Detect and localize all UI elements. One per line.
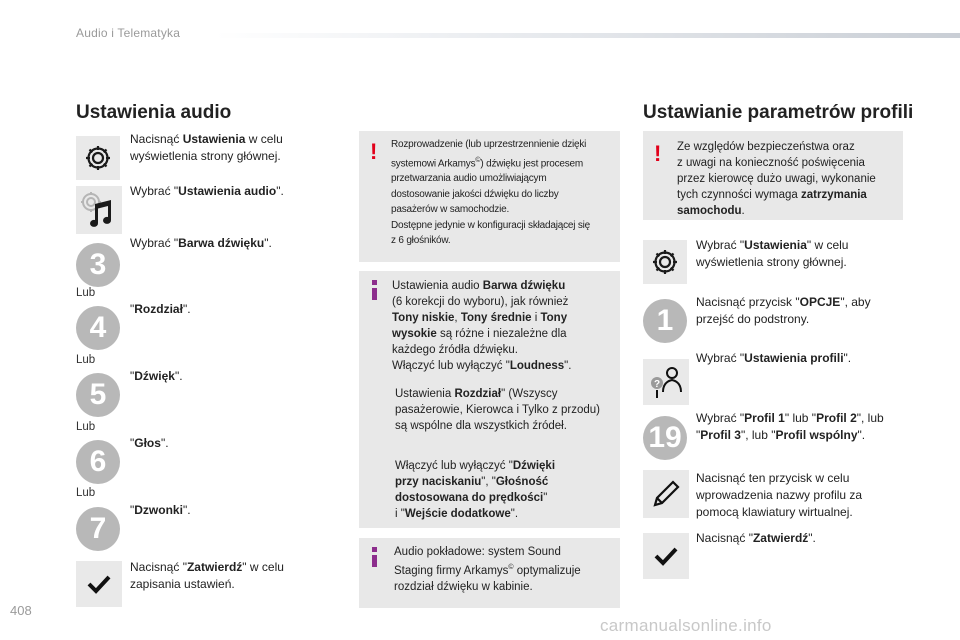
checkmark-icon: [76, 561, 122, 607]
info-icon: [372, 547, 377, 552]
info-arkamys-text: Audio pokładowe: system Sound Staging firmy Arkamys© optymalizuje rozdział dźwięku w kabinie.: [394, 546, 581, 593]
right-step-5-text: Nacisnąć ten przycisk w celu wprowadzenia nazwy profilu za pomocą klawiatury wirtualnej.: [696, 471, 863, 519]
left-step-1-text: Nacisnąć Ustawienia w celu wyświetlenia strony głównej.: [130, 132, 283, 163]
step-number-19: 19: [643, 416, 687, 460]
safety-warning-panel: [643, 131, 903, 220]
right-step-4-text: Wybrać "Profil 1" lub "Profil 2", lub "Profil 3", lub "Profil wspólny".: [696, 411, 884, 442]
section-header: Audio i Telematyka: [76, 26, 181, 40]
watermark: carmanualsonline.info: [600, 616, 772, 635]
warning-text: Rozprowadzenie (lub uprzestrzennienie dzięki systemowi Arkamys©) dźwięku jest procesem przetwarzania audio umożliwiającym dostosowanie jakości dźwięku do liczby pasażerów w samochodzie. Dostępne jedynie w konfiguracji składającej się z 6 głośników.: [391, 139, 591, 247]
or-label: Lub: [76, 287, 96, 299]
info-key-sounds-text: Włączyć lub wyłączyć "Dźwięki przy naciskaniu", "Głośność dostosowana do prędkości" i "Wejście dodatkowe".: [395, 460, 556, 520]
or-label: Lub: [76, 354, 96, 366]
left-step-6-text: "Głos".: [130, 436, 169, 450]
warning-exclamation-icon: !: [370, 139, 378, 164]
info-icon: [372, 280, 377, 285]
info-audio-text: Ustawienia audio Barwa dźwięku (6 korekcji do wyboru), jak również Tony niskie, Tony średnie i Tony wysokie są różne i niezależne dla każdego źródła dźwięku. Włączyć lub wyłączyć "Loudness".: [392, 280, 572, 372]
left-step-3-text: Wybrać "Barwa dźwięku".: [130, 236, 272, 250]
checkmark-icon: [643, 533, 689, 579]
left-step-5-text: "Dźwięk".: [130, 369, 183, 383]
step-number-3: 3: [76, 243, 120, 287]
safety-warning-text: Ze względów bezpieczeństwa oraz z uwagi na konieczność poświęcenia przez kierowcę dużo uwagi, wykonanie tych czynności wymaga zatrzymania samochodu.: [677, 141, 876, 217]
left-step-8-text: Nacisnąć "Zatwierdź" w celu zapisania ustawień.: [130, 560, 284, 591]
settings-gear-icon: [76, 136, 120, 180]
settings-gear-icon: [643, 240, 687, 284]
right-step-2-text: Nacisnąć przycisk "OPCJE", aby przejść do podstrony.: [696, 295, 871, 326]
left-section-title: Ustawienia audio: [76, 102, 232, 123]
right-step-6-text: Nacisnąć "Zatwierdź".: [696, 531, 816, 545]
audio-settings-icon: [76, 186, 122, 234]
left-step-2-text: Wybrać "Ustawienia audio".: [130, 184, 284, 198]
pencil-icon: [643, 470, 689, 518]
step-number-7: 7: [76, 507, 120, 551]
step-number-5: 5: [76, 373, 120, 417]
step-number-4: 4: [76, 306, 120, 350]
info-panel-arkamys: [359, 538, 620, 608]
or-label: Lub: [76, 487, 96, 499]
warning-exclamation-icon: !: [654, 141, 662, 166]
right-step-1-text: Wybrać "Ustawienia" w celu wyświetlenia strony głównej.: [696, 238, 849, 269]
right-section-title: Ustawianie parametrów profili: [643, 102, 914, 123]
or-label: Lub: [76, 421, 96, 433]
step-number-1: 1: [643, 299, 687, 343]
info-distribution-text: Ustawienia Rozdział" (Wszyscy pasażerowie, Kierowca i Tylko z przodu) są wspólne dla wszystkich źródeł.: [395, 388, 600, 432]
profile-icon: [643, 359, 689, 405]
right-step-3-text: Wybrać "Ustawienia profili".: [696, 351, 852, 365]
page-number: 408: [10, 603, 32, 618]
info-panel-audio: [359, 271, 620, 528]
warning-panel: [359, 131, 620, 262]
step-number-6: 6: [76, 440, 120, 484]
svg-text:?: ?: [653, 379, 661, 390]
header-divider: [215, 33, 960, 38]
left-step-7-text: "Dzwonki".: [130, 503, 191, 517]
left-step-4-text: "Rozdział".: [130, 302, 191, 316]
